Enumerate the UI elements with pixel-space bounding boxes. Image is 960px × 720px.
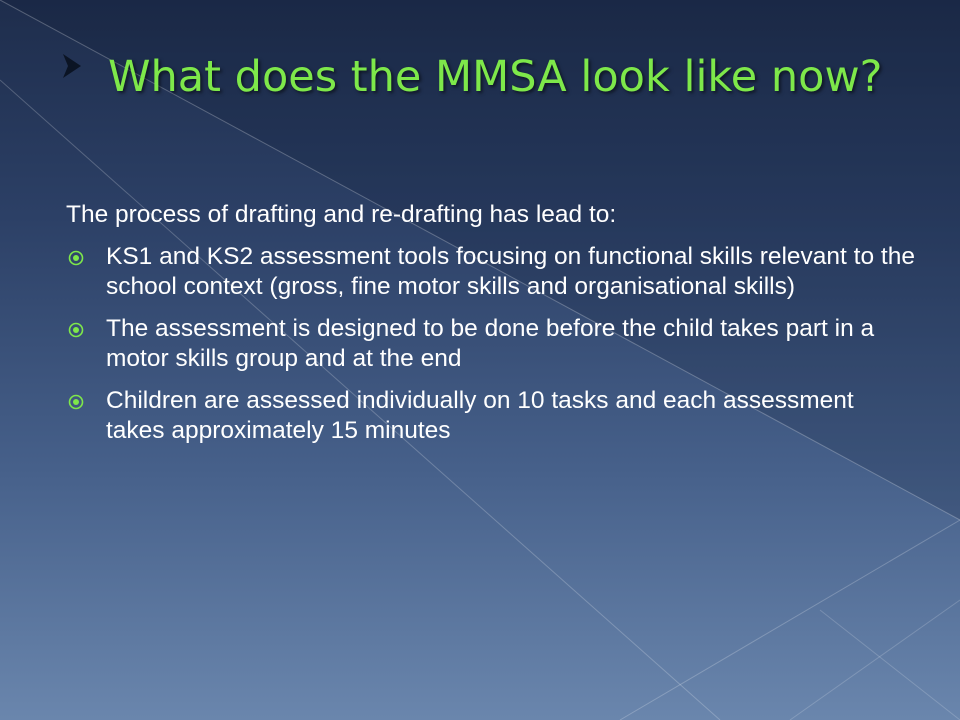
circled-dot-icon: [68, 250, 84, 266]
bullet-item: [66, 386, 916, 446]
circled-dot-icon: [68, 322, 84, 338]
circled-dot-icon: [68, 394, 84, 410]
slide-title: What does the MMSA look like now?: [108, 52, 883, 102]
bullet-text: KS1 and KS2 assessment tools focusing on functional skills relevant to the school context (gross, fine motor skills and organisational skills): [106, 243, 915, 300]
chevron-right-icon: [61, 52, 83, 80]
bullet-text: Children are assessed individually on 10 tasks and each assessment takes approximately 15 minutes: [106, 387, 854, 444]
bullet-text: The assessment is designed to be done before the child takes part in a motor skills group and at the end: [106, 315, 875, 372]
bullet-list: [66, 242, 916, 446]
intro-text: The process of drafting and re-drafting has lead to:: [66, 201, 617, 228]
slide-body: [66, 200, 916, 458]
bullet-item: [66, 242, 916, 302]
bullet-item: [66, 314, 916, 374]
